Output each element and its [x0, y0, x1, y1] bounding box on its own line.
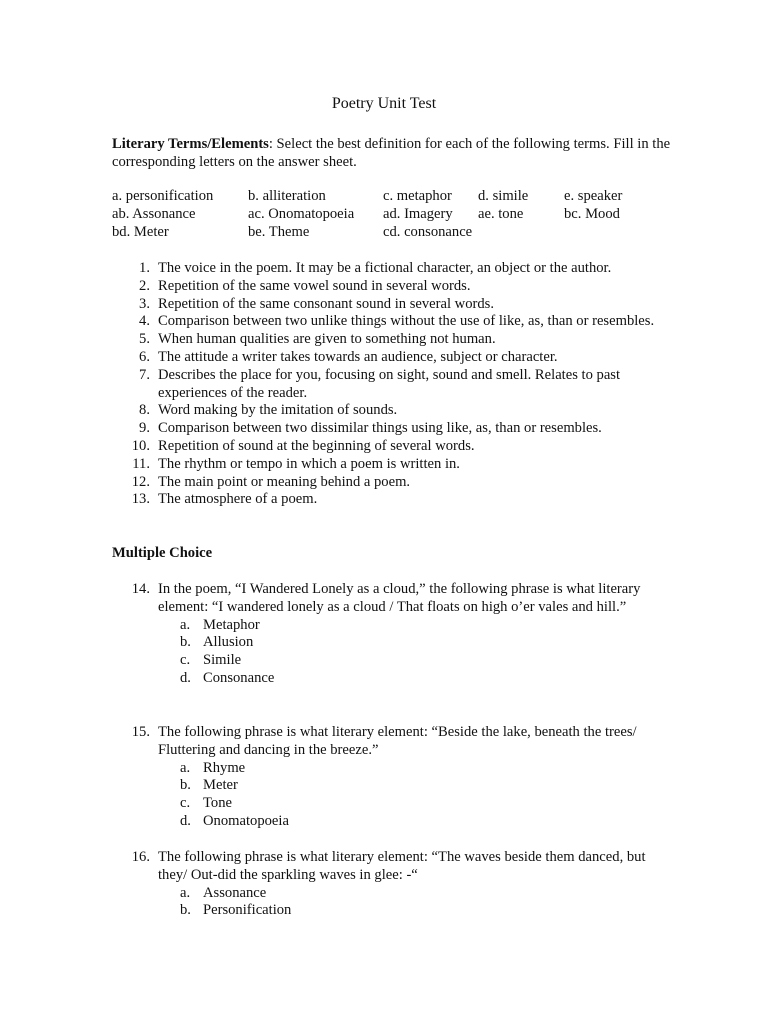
answer-option: [112, 652, 672, 670]
terms-row: [112, 224, 672, 242]
question-number: 4.: [139, 313, 150, 330]
question-number: 1.: [139, 260, 150, 276]
definition-text: The attitude a writer takes towards an audience, subject or character.: [158, 348, 558, 365]
option-letter: c.: [180, 795, 191, 812]
question-number: 15.: [131, 724, 150, 740]
option-text: Tone: [203, 795, 232, 812]
definition-item: [112, 260, 672, 278]
mc-question-stem: [112, 724, 672, 760]
answer-option: [112, 885, 672, 903]
option-letter: d.: [180, 812, 191, 829]
option-letter: a.: [180, 884, 191, 901]
definition-text: Repetition of sound at the beginning of several words.: [158, 437, 475, 454]
question-number: 3.: [139, 295, 150, 312]
definition-text: When human qualities are given to something not human.: [158, 331, 496, 348]
mc-question: [112, 724, 672, 831]
definition-text: Repetition of the same consonant sound in several words.: [158, 295, 494, 312]
terms-row: [112, 188, 672, 206]
answer-options: [112, 760, 672, 831]
term-item: ab. Assonance: [112, 206, 196, 222]
question-number: 14.: [131, 581, 150, 597]
term-item: bc. Mood: [564, 206, 620, 222]
term-item: c. metaphor: [383, 188, 452, 204]
definition-item: [112, 420, 672, 438]
definition-text: The atmosphere of a poem.: [158, 491, 318, 508]
mc-question-stem: [112, 849, 672, 885]
term-item: cd. consonance: [383, 224, 473, 240]
definitions-list: [112, 260, 672, 509]
question-number: 12.: [131, 473, 150, 490]
term-item: b. alliteration: [248, 188, 326, 204]
option-letter: c.: [180, 652, 191, 669]
section-heading-literary-terms: Literary Terms/Elements: [112, 136, 269, 152]
option-text: Metaphor: [203, 616, 260, 633]
term-item: e. speaker: [564, 188, 623, 204]
definition-item: [112, 278, 672, 296]
definition-text: Repetition of the same vowel sound in several words.: [158, 277, 471, 294]
definition-item: [112, 296, 672, 314]
question-number: 6.: [139, 348, 150, 365]
option-text: Allusion: [203, 634, 254, 651]
section-intro: [112, 136, 672, 172]
definition-item: [112, 456, 672, 474]
term-item: ad. Imagery: [383, 206, 453, 222]
answer-options: [112, 885, 672, 921]
question-number: 5.: [139, 331, 150, 348]
answer-option: [112, 795, 672, 813]
option-text: Onomatopoeia: [203, 812, 289, 829]
definition-item: [112, 349, 672, 367]
option-letter: a.: [180, 616, 191, 633]
definition-text: Comparison between two unlike things without the use of like, as, than or resembles.: [158, 313, 655, 330]
option-text: Consonance: [203, 669, 275, 686]
section-heading-multiple-choice: Multiple Choice: [112, 545, 213, 561]
question-number: 16.: [131, 849, 150, 865]
mc-question-stem: [112, 581, 672, 617]
answer-option: [112, 760, 672, 778]
definition-text: The rhythm or tempo in which a poem is written in.: [158, 455, 460, 472]
option-letter: d.: [180, 669, 191, 686]
question-text: The following phrase is what literary element: “The waves beside them danced, but they/ Out-did the sparkling waves in glee: -“: [158, 849, 646, 883]
answer-option: [112, 902, 672, 920]
option-text: Personification: [203, 902, 292, 919]
option-text: Assonance: [203, 884, 267, 901]
question-number: 7.: [139, 366, 150, 383]
definition-text: Comparison between two dissimilar things using like, as, than or resembles.: [158, 420, 602, 437]
option-text: Meter: [203, 777, 238, 794]
question-number: 13.: [131, 491, 150, 508]
term-item: a. personification: [112, 188, 214, 204]
question-number: 10.: [131, 437, 150, 454]
answer-option: [112, 777, 672, 795]
answer-option: [112, 670, 672, 688]
definition-item: [112, 313, 672, 331]
term-item: ac. Onomatopoeia: [248, 206, 355, 222]
answer-option: [112, 634, 672, 652]
definition-item: [112, 438, 672, 456]
option-letter: b.: [180, 634, 191, 651]
answer-option: [112, 813, 672, 831]
option-text: Rhyme: [203, 759, 246, 776]
definition-item: [112, 491, 672, 509]
question-number: 8.: [139, 402, 150, 419]
answer-option: [112, 617, 672, 635]
page-title: Poetry Unit Test: [331, 95, 437, 112]
definition-item: [112, 331, 672, 349]
definition-text: Word making by the imitation of sounds.: [158, 402, 398, 419]
definition-item: [112, 402, 672, 420]
definition-item: [112, 367, 672, 403]
section-instructions: : Select the best definition for each of the following terms. Fill in the corresponding letters on the answer sheet.: [112, 136, 671, 170]
option-letter: b.: [180, 902, 191, 919]
option-letter: b.: [180, 777, 191, 794]
mc-question: [112, 849, 672, 920]
definition-text: The main point or meaning behind a poem.: [158, 473, 411, 490]
question-number: 9.: [139, 420, 150, 437]
option-text: Simile: [203, 652, 242, 669]
definition-text: The voice in the poem. It may be a fictional character, an object or the author.: [158, 260, 612, 276]
term-item: ae. tone: [478, 206, 524, 222]
question-number: 2.: [139, 277, 150, 294]
term-item: bd. Meter: [112, 224, 169, 240]
question-number: 11.: [132, 455, 150, 472]
answer-options: [112, 617, 672, 688]
question-text: The following phrase is what literary element: “Beside the lake, beneath the trees/ Fluttering and dancing in the breeze.”: [158, 724, 637, 758]
term-item: d. simile: [478, 188, 529, 204]
option-letter: a.: [180, 759, 191, 776]
terms-row: [112, 206, 672, 224]
question-text: In the poem, “I Wandered Lonely as a cloud,” the following phrase is what literary element: “I wandered lonely as a cloud / That floats on high o’er vales and hill.”: [158, 581, 641, 615]
terms-grid: [112, 188, 672, 242]
term-item: be. Theme: [248, 224, 310, 240]
mc-question: [112, 581, 672, 688]
definition-text: Describes the place for you, focusing on sight, sound and smell. Relates to past experiences of the reader.: [158, 366, 621, 401]
definition-item: [112, 474, 672, 492]
